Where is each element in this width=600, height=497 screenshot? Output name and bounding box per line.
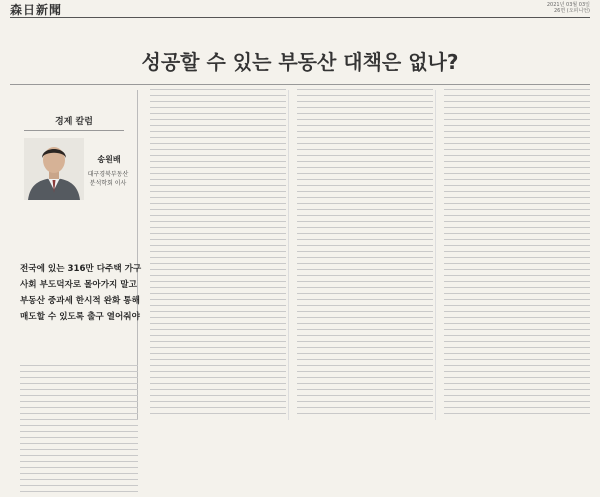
author-column (10, 86, 142, 424)
issue-date: 2021년 03월 03일 (546, 2, 590, 8)
article-body-lines (20, 362, 138, 497)
article-body-column (444, 86, 590, 427)
issue-meta (547, 2, 590, 14)
article-deck (20, 261, 140, 325)
article-body-column (297, 86, 433, 427)
author-title-line: 대구경북부동산 (87, 171, 129, 178)
newspaper-logo: 森日新聞 (10, 3, 63, 17)
author-portrait (24, 138, 84, 200)
masthead-rule (10, 17, 590, 18)
article-body-column (150, 86, 286, 427)
author-title-line: 분석학회 이사 (89, 180, 127, 187)
deck-line: 매도할 수 있도록 출구 열어줘야 (20, 312, 140, 322)
issue-edition: 26면 (오피니언) (553, 8, 590, 14)
masthead (10, 0, 590, 16)
deck-line: 부동산 중과세 한시적 완화 통해 (20, 296, 140, 306)
author-name: 송원배 (97, 155, 121, 164)
deck-line: 사회 부도덕자로 몰아가지 말고 (20, 280, 137, 290)
headline-rule (10, 84, 590, 85)
deck-line: 전국에 있는 316만 다주택 가구 (20, 264, 142, 274)
author-title (74, 170, 142, 188)
article-headline: 성공할 수 있는 부동산 대책은 없나? (141, 50, 459, 74)
column-rubric: 경제 칼럼 (55, 117, 93, 127)
rubric-divider (24, 130, 124, 131)
